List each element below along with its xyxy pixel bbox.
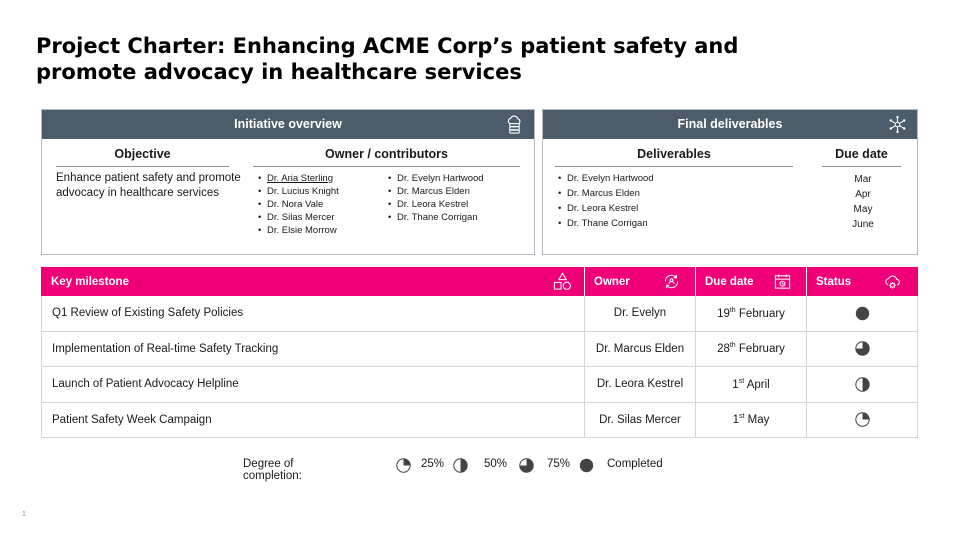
initiative-overview-header (42, 110, 534, 139)
contributor-name: Dr. Evelyn Hartwood (397, 173, 484, 184)
due-date-header: Due date (822, 147, 901, 167)
contributor-name: Dr. Thane Corrigan (397, 212, 478, 223)
milestone-cell (41, 296, 585, 331)
owner-text: Dr. Marcus Elden (595, 342, 685, 355)
deliverable-item: • Dr. Marcus Elden (558, 186, 778, 201)
owner-cell (585, 367, 696, 402)
status-pie-icon (855, 377, 870, 392)
legend-pie-icon (396, 458, 411, 473)
contributor-item (258, 224, 378, 237)
due-day: 28 (717, 343, 730, 356)
due-suffix: th (729, 306, 736, 314)
legend-label: Degree of completion: (243, 458, 302, 482)
status-cell (807, 367, 918, 402)
contributors-list-1 (258, 172, 378, 237)
due-day: 1 (732, 414, 739, 427)
objective-header: Objective (56, 147, 229, 167)
status-pie-icon (855, 341, 870, 356)
table-row (41, 296, 918, 332)
legend-pie-icon (519, 458, 534, 473)
contributor-item (388, 211, 518, 224)
contributor-item (388, 198, 518, 211)
milestone-text: Q1 Review of Existing Safety Policies (52, 307, 244, 320)
milestone-text: Implementation of Real-time Safety Tracking (52, 342, 279, 355)
status-cell (807, 332, 918, 367)
due-text (733, 413, 770, 426)
shapes-icon (553, 272, 572, 291)
contributor-name: Dr. Nora Vale (267, 199, 324, 210)
table-row (41, 332, 918, 368)
table-row (41, 403, 918, 439)
contributor-name: Dr. Leora Kestrel (397, 199, 469, 210)
cloud-gear-icon (883, 272, 902, 291)
status-cell (807, 296, 918, 331)
owner-cell (585, 332, 696, 367)
deliverable-item: • Dr. Evelyn Hartwood (558, 171, 778, 186)
calendar-icon (773, 272, 792, 291)
milestone-text: Launch of Patient Advocacy Helpline (52, 378, 239, 391)
due-cell (696, 332, 807, 367)
status-pie-icon (855, 412, 870, 427)
final-deliverables-title: Final deliverables (677, 117, 783, 131)
owner-text: Dr. Leora Kestrel (596, 378, 684, 391)
due-text (717, 307, 785, 320)
legend-item-label: 75% (547, 458, 571, 470)
key-milestone-header (41, 267, 585, 296)
contributor-name: Dr. Aria Sterling (267, 173, 333, 184)
initiative-overview-title: Initiative overview (234, 117, 342, 131)
milestone-cell (41, 403, 585, 438)
owner-cell (585, 403, 696, 438)
owner-text: Dr. Silas Mercer (599, 413, 681, 426)
contributor-item (258, 211, 378, 224)
due-suffix: st (738, 377, 745, 385)
due-day: 19 (717, 307, 730, 320)
page-number: 1 (22, 511, 26, 518)
contributor-item (388, 172, 518, 185)
due-text (717, 342, 785, 355)
deliverable-due: May (853, 204, 873, 215)
table-header-row (41, 267, 918, 296)
due-date-label: Due date (705, 275, 754, 288)
status-cell (807, 403, 918, 438)
status-pie-icon (855, 306, 870, 321)
milestones-table (41, 267, 918, 438)
deliverables-due-list (823, 172, 903, 232)
legend-item-label: Completed (607, 458, 663, 470)
due-text (732, 378, 769, 391)
owner-header (585, 267, 696, 296)
owner-label: Owner (594, 275, 630, 288)
milestone-cell (41, 332, 585, 367)
due-month: February (738, 343, 785, 356)
due-date-col-header (696, 267, 807, 296)
due-day: 1 (732, 378, 739, 391)
contributor-item (388, 185, 518, 198)
network-hub-icon (888, 115, 907, 134)
deliverable-item: • Dr. Thane Corrigan (558, 216, 778, 231)
contributor-name: Dr. Lucius Knight (267, 186, 339, 197)
contributor-name: Dr. Elsie Morrow (267, 225, 337, 236)
status-label: Status (816, 275, 852, 288)
due-month: April (746, 378, 770, 391)
contributor-item (258, 198, 378, 211)
final-deliverables-panel (542, 109, 918, 255)
objective-text: Enhance patient safety and promote advocacy in healthcare services (56, 172, 241, 199)
owner-cell (585, 296, 696, 331)
contributors-header: Owner / contributors (253, 147, 520, 167)
due-cell (696, 367, 807, 402)
cloud-server-icon (505, 115, 524, 134)
page-title: Project Charter: Enhancing ACME Corp’s patient safety and promote advocacy in healthcare services (36, 34, 739, 84)
contributor-item (258, 185, 378, 198)
due-month: May (747, 414, 770, 427)
status-header (807, 267, 918, 296)
due-cell (696, 403, 807, 438)
contributor-name: Dr. Marcus Elden (397, 186, 470, 197)
deliverable-due: Mar (854, 174, 872, 185)
contributors-list-2 (388, 172, 518, 224)
table-row (41, 367, 918, 403)
deliverable-due: June (852, 219, 874, 230)
legend-item-label: 50% (484, 458, 508, 470)
user-cycle-icon (662, 272, 681, 291)
key-milestone-label: Key milestone (51, 275, 129, 288)
milestone-text: Patient Safety Week Campaign (52, 413, 212, 426)
due-month: February (738, 307, 785, 320)
deliverable-due: Apr (855, 189, 871, 200)
due-suffix: th (729, 342, 736, 350)
contributor-name: Dr. Silas Mercer (267, 212, 335, 223)
initiative-overview-panel (41, 109, 535, 255)
deliverables-list (558, 171, 778, 231)
deliverable-item: • Dr. Leora Kestrel (558, 201, 778, 216)
legend-pie-icon (453, 458, 468, 473)
due-suffix: st (739, 413, 745, 421)
due-cell (696, 296, 807, 331)
deliverables-header: Deliverables (555, 147, 793, 167)
milestones-body (41, 296, 918, 438)
final-deliverables-header (543, 110, 917, 139)
milestone-cell (41, 367, 585, 402)
legend-item-label: 25% (421, 458, 445, 470)
owner-text: Dr. Evelyn (613, 307, 667, 320)
legend-pie-icon (579, 458, 594, 473)
contributor-item (258, 172, 378, 185)
